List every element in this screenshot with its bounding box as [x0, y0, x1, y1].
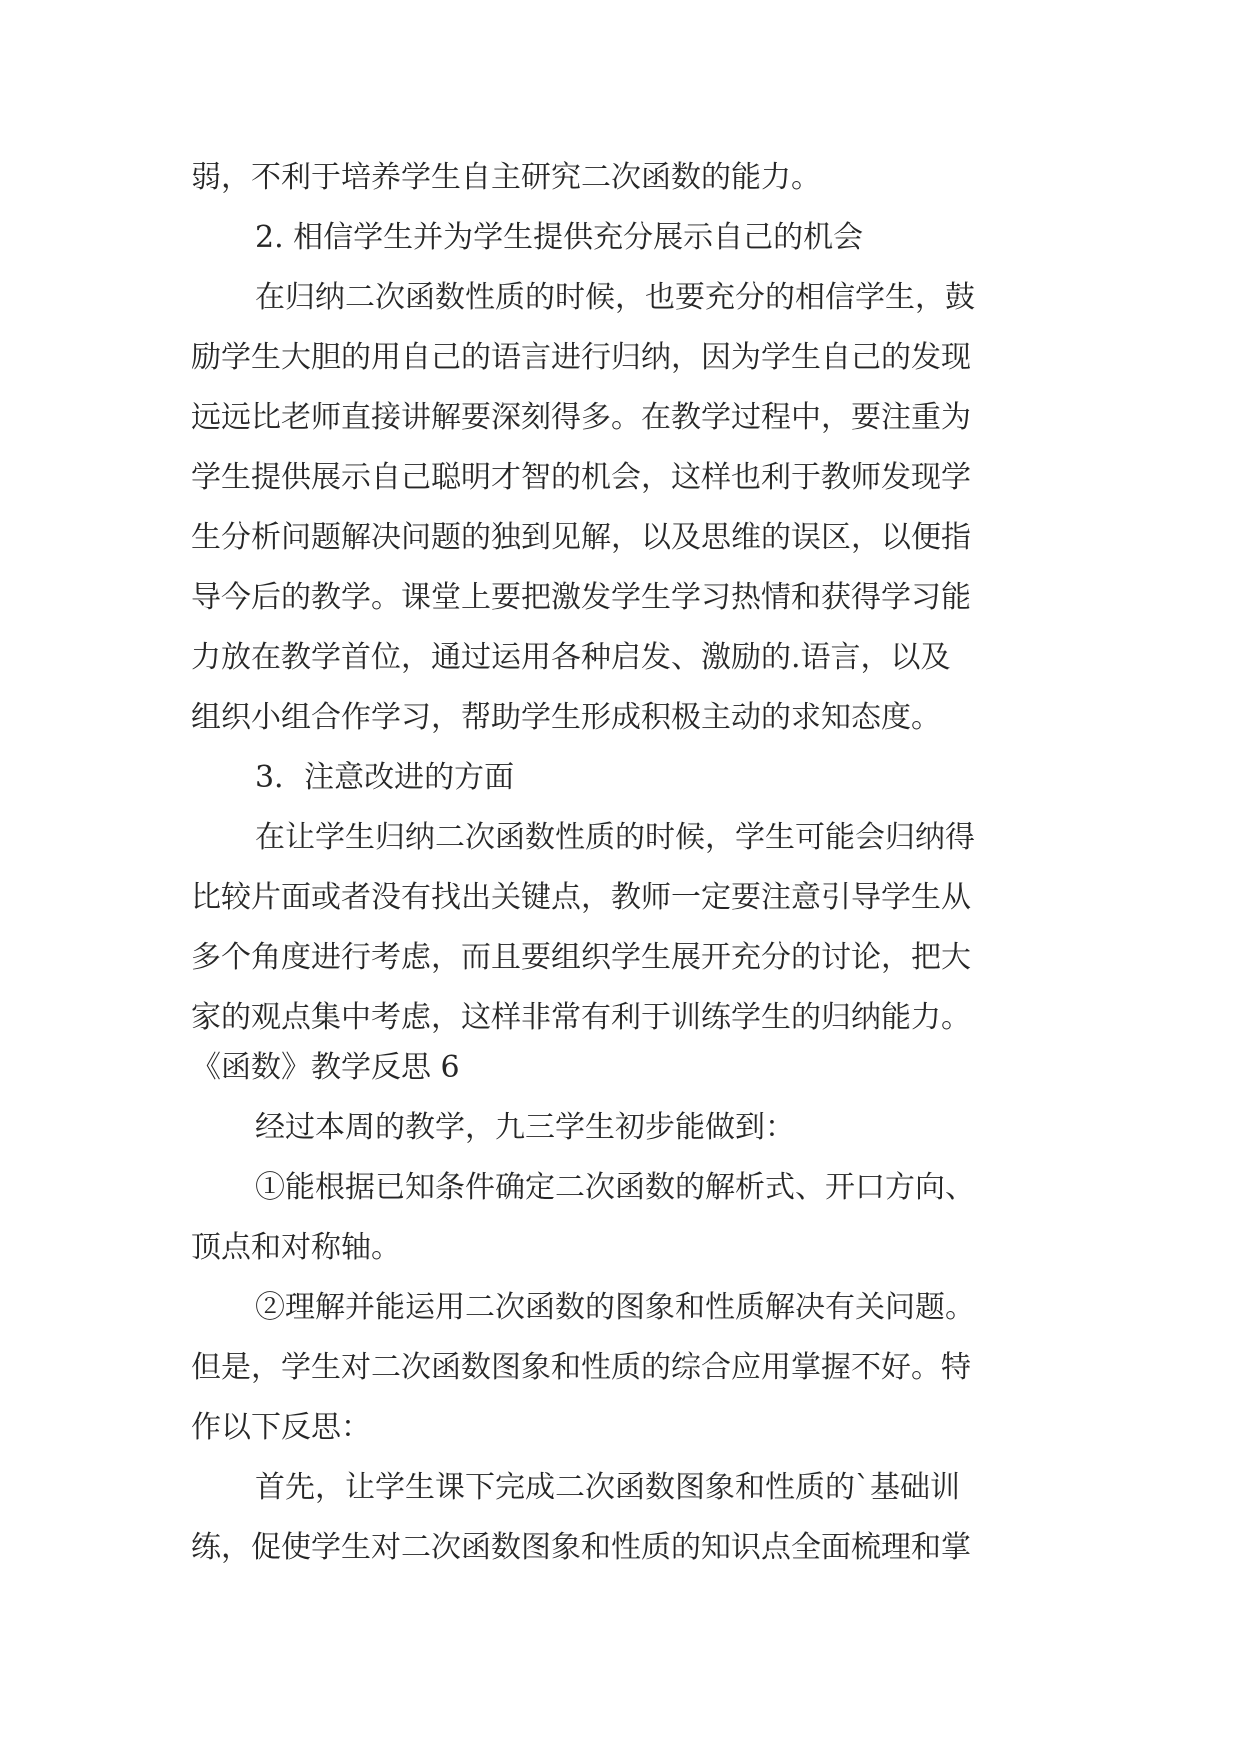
list-item: ①能根据已知条件确定二次函数的解析式、开口方向、 [255, 1170, 975, 1205]
text-line: 经过本周的教学，九三学生初步能做到： [255, 1110, 795, 1145]
section-heading: 2. 相信学生并为学生提供充分展示自己的机会 [255, 220, 864, 255]
text-line: 家的观点集中考虑，这样非常有利于训练学生的归纳能力。 [191, 1000, 971, 1035]
text-line: 顶点和对称轴。 [191, 1230, 401, 1265]
text-line: 作以下反思： [191, 1410, 371, 1445]
text-line: 导今后的教学。课堂上要把激发学生学习热情和获得学习能 [191, 580, 971, 615]
text-line: 首先，让学生课下完成二次函数图象和性质的`基础训 [255, 1470, 960, 1505]
text-line: 学生提供展示自己聪明才智的机会，这样也利于教师发现学 [191, 460, 971, 495]
text-line: 在归纳二次函数性质的时候，也要充分的相信学生，鼓 [255, 280, 975, 315]
section-heading: 3．注意改进的方面 [255, 760, 515, 795]
list-item: ②理解并能运用二次函数的图象和性质解决有关问题。 [255, 1290, 975, 1325]
article-title: 《函数》教学反思 6 [191, 1050, 460, 1085]
text-line: 但是，学生对二次函数图象和性质的综合应用掌握不好。特 [191, 1350, 971, 1385]
text-line: 励学生大胆的用自己的语言进行归纳，因为学生自己的发现 [191, 340, 971, 375]
text-line: 多个角度进行考虑，而且要组织学生展开充分的讨论，把大 [191, 940, 971, 975]
text-line: 比较片面或者没有找出关键点，教师一定要注意引导学生从 [191, 880, 971, 915]
text-line: 练，促使学生对二次函数图象和性质的知识点全面梳理和掌 [191, 1530, 971, 1565]
text-line: 远远比老师直接讲解要深刻得多。在教学过程中，要注重为 [191, 400, 971, 435]
text-line: 组织小组合作学习，帮助学生形成积极主动的求知态度。 [191, 700, 941, 735]
text-line: 在让学生归纳二次函数性质的时候，学生可能会归纳得 [255, 820, 975, 855]
text-line: 力放在教学首位，通过运用各种启发、激励的.语言，以及 [191, 640, 951, 675]
text-line: 生分析问题解决问题的独到见解，以及思维的误区，以便指 [191, 520, 971, 555]
text-line: 弱，不利于培养学生自主研究二次函数的能力。 [191, 160, 821, 195]
